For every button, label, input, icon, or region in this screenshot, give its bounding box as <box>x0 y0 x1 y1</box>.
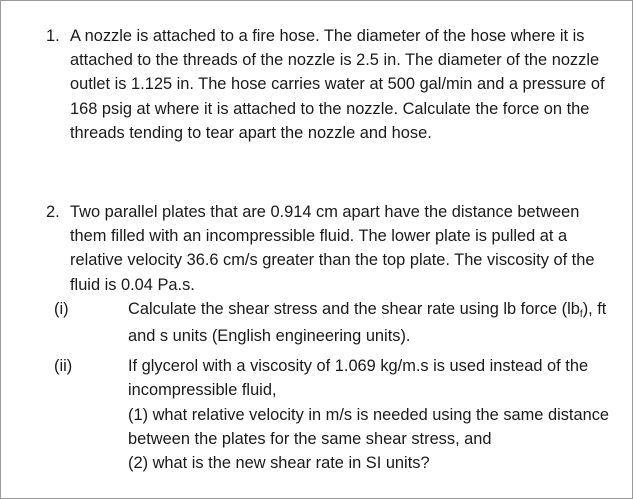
problem-1 <box>46 24 613 145</box>
subquestion-ii <box>46 354 613 475</box>
subquestion-ii-line1: If glycerol with a viscosity of 1.069 kg/m.s is used instead of the incompressible fluid, <box>128 357 589 400</box>
subquestion-i-label: (i) <box>54 299 69 318</box>
subquestion-i <box>46 297 613 348</box>
problem-1-number: 1. <box>46 27 60 45</box>
subquestion-i-text <box>128 297 613 348</box>
subquestion-i-text-a: Calculate the shear stress and the shear rate using lb force (lb <box>128 299 580 318</box>
subquestion-i-subscript: f <box>579 308 583 320</box>
problem-1-row <box>46 24 613 145</box>
problem-2-number: 2. <box>46 203 60 221</box>
problem-2-text: Two parallel plates that are 0.914 cm apart have the distance between them filled with an incompressible fluid. The lower plate is pulled at a relative velocity 36.6 cm/s greater than the top plate. The viscosity of the fluid is 0.04 Pa.s. <box>70 203 595 294</box>
problem-2 <box>46 200 613 475</box>
subquestion-ii-line2: (1) what relative velocity in m/s is needed using the same distance between the plates for the same shear stress, and <box>128 405 610 448</box>
problem-1-text: A nozzle is attached to a fire hose. The diameter of the hose where it is attached to the threads of the nozzle is 2.5 in. The diameter of the nozzle outlet is 1.125 in. The hose carries water at 500 gal/min and a pressure of 168 psig at where it is attached to the nozzle. Calculate the force on the threads tending to tear apart the nozzle and hose. <box>70 27 605 142</box>
subquestion-ii-label: (ii) <box>54 357 73 376</box>
subquestion-ii-line3: (2) what is the new shear rate in SI units? <box>128 454 430 473</box>
problem-2-row <box>46 200 613 297</box>
subquestion-i-text-b: ), ft and s units (English engineering units). <box>128 299 607 346</box>
